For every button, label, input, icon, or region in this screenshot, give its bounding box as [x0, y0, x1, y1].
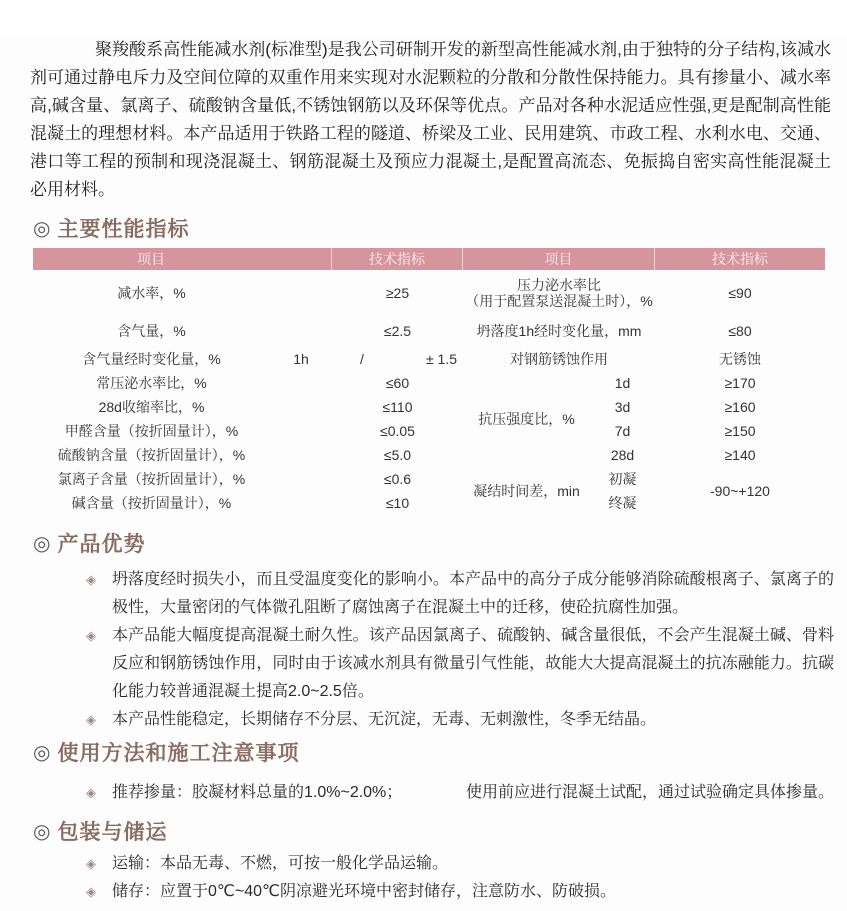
- table-row-value: ≥160: [724, 399, 756, 415]
- table-row-value: ± 1.5: [425, 351, 457, 367]
- list-item-text: 本产品能大幅度提高混凝土耐久性。该产品因氯离子、硫酸钠、碱含量很低，不会产生混凝土碱、骨料反应和钢筋锈蚀作用，同时由于该减水剂具有微量引气性能，故能大大提高混凝土的抗冻融能力。抗碳化能力较普通混凝土提高2.0~2.5倍。: [112, 627, 834, 700]
- table-row-label: [463, 270, 655, 315]
- table-sub-label: 3d: [614, 399, 631, 415]
- section-title-performance: [33, 214, 847, 242]
- document-page: [0, 36, 847, 911]
- list-item-text: 本产品性能稳定，长期储存不分层、无沉淀，无毒、无刺激性，冬季无结晶。: [112, 711, 657, 728]
- list-item: [0, 878, 847, 905]
- table-row-value: ≤80: [728, 323, 752, 339]
- table-sub-label: 7d: [614, 423, 631, 439]
- table-row-label: 含气量经时变化量，%: [82, 351, 221, 367]
- diamond-bullet-icon: ◈: [86, 712, 96, 727]
- table-row-label: 减水率，%: [117, 284, 186, 301]
- list-item-text: 运输：本品无毒、不燃，可按一般化学品运输。: [112, 855, 449, 872]
- table-body: [33, 270, 825, 515]
- diamond-bullet-icon: ◈: [86, 628, 96, 643]
- slash-separator: /: [360, 351, 364, 367]
- table-row-label: 28d收缩率比，%: [98, 399, 205, 415]
- table-row-value: ≤0.05: [380, 423, 415, 439]
- section-title-text: 使用方法和施工注意事项: [57, 742, 300, 765]
- double-circle-icon: ◎: [33, 217, 51, 240]
- table-row-value: ≤2.5: [383, 323, 412, 339]
- label-line-2: （用于配置泵送混凝土时），%: [465, 292, 653, 309]
- table-row-label: 硫酸钠含量（按折固量计），%: [57, 447, 246, 463]
- table-row-label: 氯离子含量（按折固量计），%: [57, 471, 246, 487]
- table-row-value: ≤5.0: [383, 447, 412, 463]
- double-circle-icon: ◎: [33, 532, 51, 555]
- table-sub-label: 28d: [610, 447, 635, 463]
- table-row-label: 碱含量（按折固量计），%: [71, 495, 232, 511]
- section-title-usage: [33, 738, 847, 766]
- table-header-item-right: 项目: [463, 248, 655, 270]
- section-title-advantages: [33, 529, 847, 557]
- list-item: [0, 779, 847, 807]
- table-group-label: 抗压强度比，%: [478, 411, 575, 427]
- table-right-half: [463, 270, 825, 515]
- diamond-bullet-icon: ◈: [86, 572, 96, 587]
- section-title-text: 包装与储运: [57, 821, 168, 844]
- table-row-value: ≤10: [385, 495, 410, 511]
- table-group-label: 凝结时间差，min: [473, 483, 580, 499]
- table-row-value: ≥25: [385, 284, 410, 301]
- table-left-half: [33, 270, 463, 515]
- diamond-bullet-icon: ◈: [86, 785, 96, 800]
- diamond-bullet-icon: ◈: [86, 884, 96, 899]
- section-title-text: 产品优势: [57, 533, 146, 556]
- label-line-1: 压力泌水率比: [517, 276, 601, 293]
- trial-mix-note: 使用前应进行混凝土试配，通过试验确定具体掺量。: [465, 784, 834, 801]
- table-row-value: ≤110: [382, 399, 413, 415]
- table-sub-label: 初凝: [608, 471, 637, 487]
- table-row-value: ≤90: [728, 284, 752, 301]
- table-row-label: 对钢筋锈蚀作用: [510, 351, 608, 367]
- table-row-value: ≤0.6: [383, 471, 412, 487]
- table-sub-label: 1d: [614, 375, 631, 391]
- table-row-label: 甲醛含量（按折固量计），%: [64, 423, 239, 439]
- section-title-packaging: [33, 817, 847, 845]
- list-item-text: 坍落度经时损失小，而且受温度变化的影响小。本产品中的高分子成分能够消除硫酸根离子、氯离子的极性，大量密闭的气体微孔阻断了腐蚀离子在混凝土中的迁移，使砼抗腐性加强。: [112, 571, 834, 616]
- usage-list: [0, 779, 847, 807]
- table-header-row: [33, 248, 825, 270]
- double-circle-icon: ◎: [33, 741, 51, 764]
- section-title-text: 主要性能指标: [57, 218, 190, 241]
- table-row-label: 含气量，%: [117, 323, 186, 339]
- performance-table: [33, 248, 825, 515]
- advantages-list: [0, 566, 847, 734]
- double-circle-icon: ◎: [33, 820, 51, 843]
- list-item-text: 储存：应置于0℃~40℃阴凉避光环境中密封储存，注意防水、防破损。: [112, 883, 616, 900]
- list-item: [0, 622, 847, 706]
- list-item: [0, 566, 847, 622]
- table-row-value-cell: [332, 347, 463, 371]
- packaging-list: [0, 850, 847, 905]
- diamond-bullet-icon: ◈: [86, 856, 96, 871]
- table-row-label: 常压泌水率比，%: [96, 375, 207, 391]
- table-row-value: 无锈蚀: [719, 351, 761, 367]
- dosage-text: 推荐掺量：胶凝材料总量的1.0%~2.0%；: [112, 784, 403, 801]
- table-header-item-left: 项目: [33, 248, 332, 270]
- table-row-value: ≥170: [724, 375, 756, 391]
- intro-paragraph: 聚羧酸系高性能减水剂(标准型)是我公司研制开发的新型高性能减水剂,由于独特的分子结构,该减水剂可通过静电斥力及空间位障的双重作用来实现对水泥颗粒的分散和分散性保持能力。具有掺量小、减水率高,碱含量、氯离子、硫酸钠含量低,不锈蚀钢筋以及环保等优点。产品对各种水泥适应性强,更是配制高性能混凝土的理想材料。本产品适用于铁路工程的隧道、桥梁及工业、民用建筑、市政工程、水利水电、交通、港口等工程的预制和现浇混凝土、钢筋混凝土及预应力混凝土,是配置高流态、免振捣自密实高性能混凝土必用材料。: [30, 40, 831, 199]
- table-header-spec-right: 技术指标: [712, 251, 768, 267]
- table-sub-label: 终凝: [608, 495, 637, 511]
- list-item: [0, 850, 847, 877]
- list-item-text: [112, 779, 834, 807]
- list-item: [0, 706, 847, 734]
- table-row-value: ≥140: [724, 447, 756, 463]
- table-header-spec-left: 技术指标: [332, 248, 463, 270]
- table-row-value: ≥150: [724, 423, 756, 439]
- table-row-value: ≤60: [385, 375, 410, 391]
- table-row-aux: 1h: [293, 351, 309, 367]
- table-row-value: -90~+120: [710, 483, 770, 499]
- table-row-label: 坍落度1h经时变化量，mm: [476, 323, 642, 339]
